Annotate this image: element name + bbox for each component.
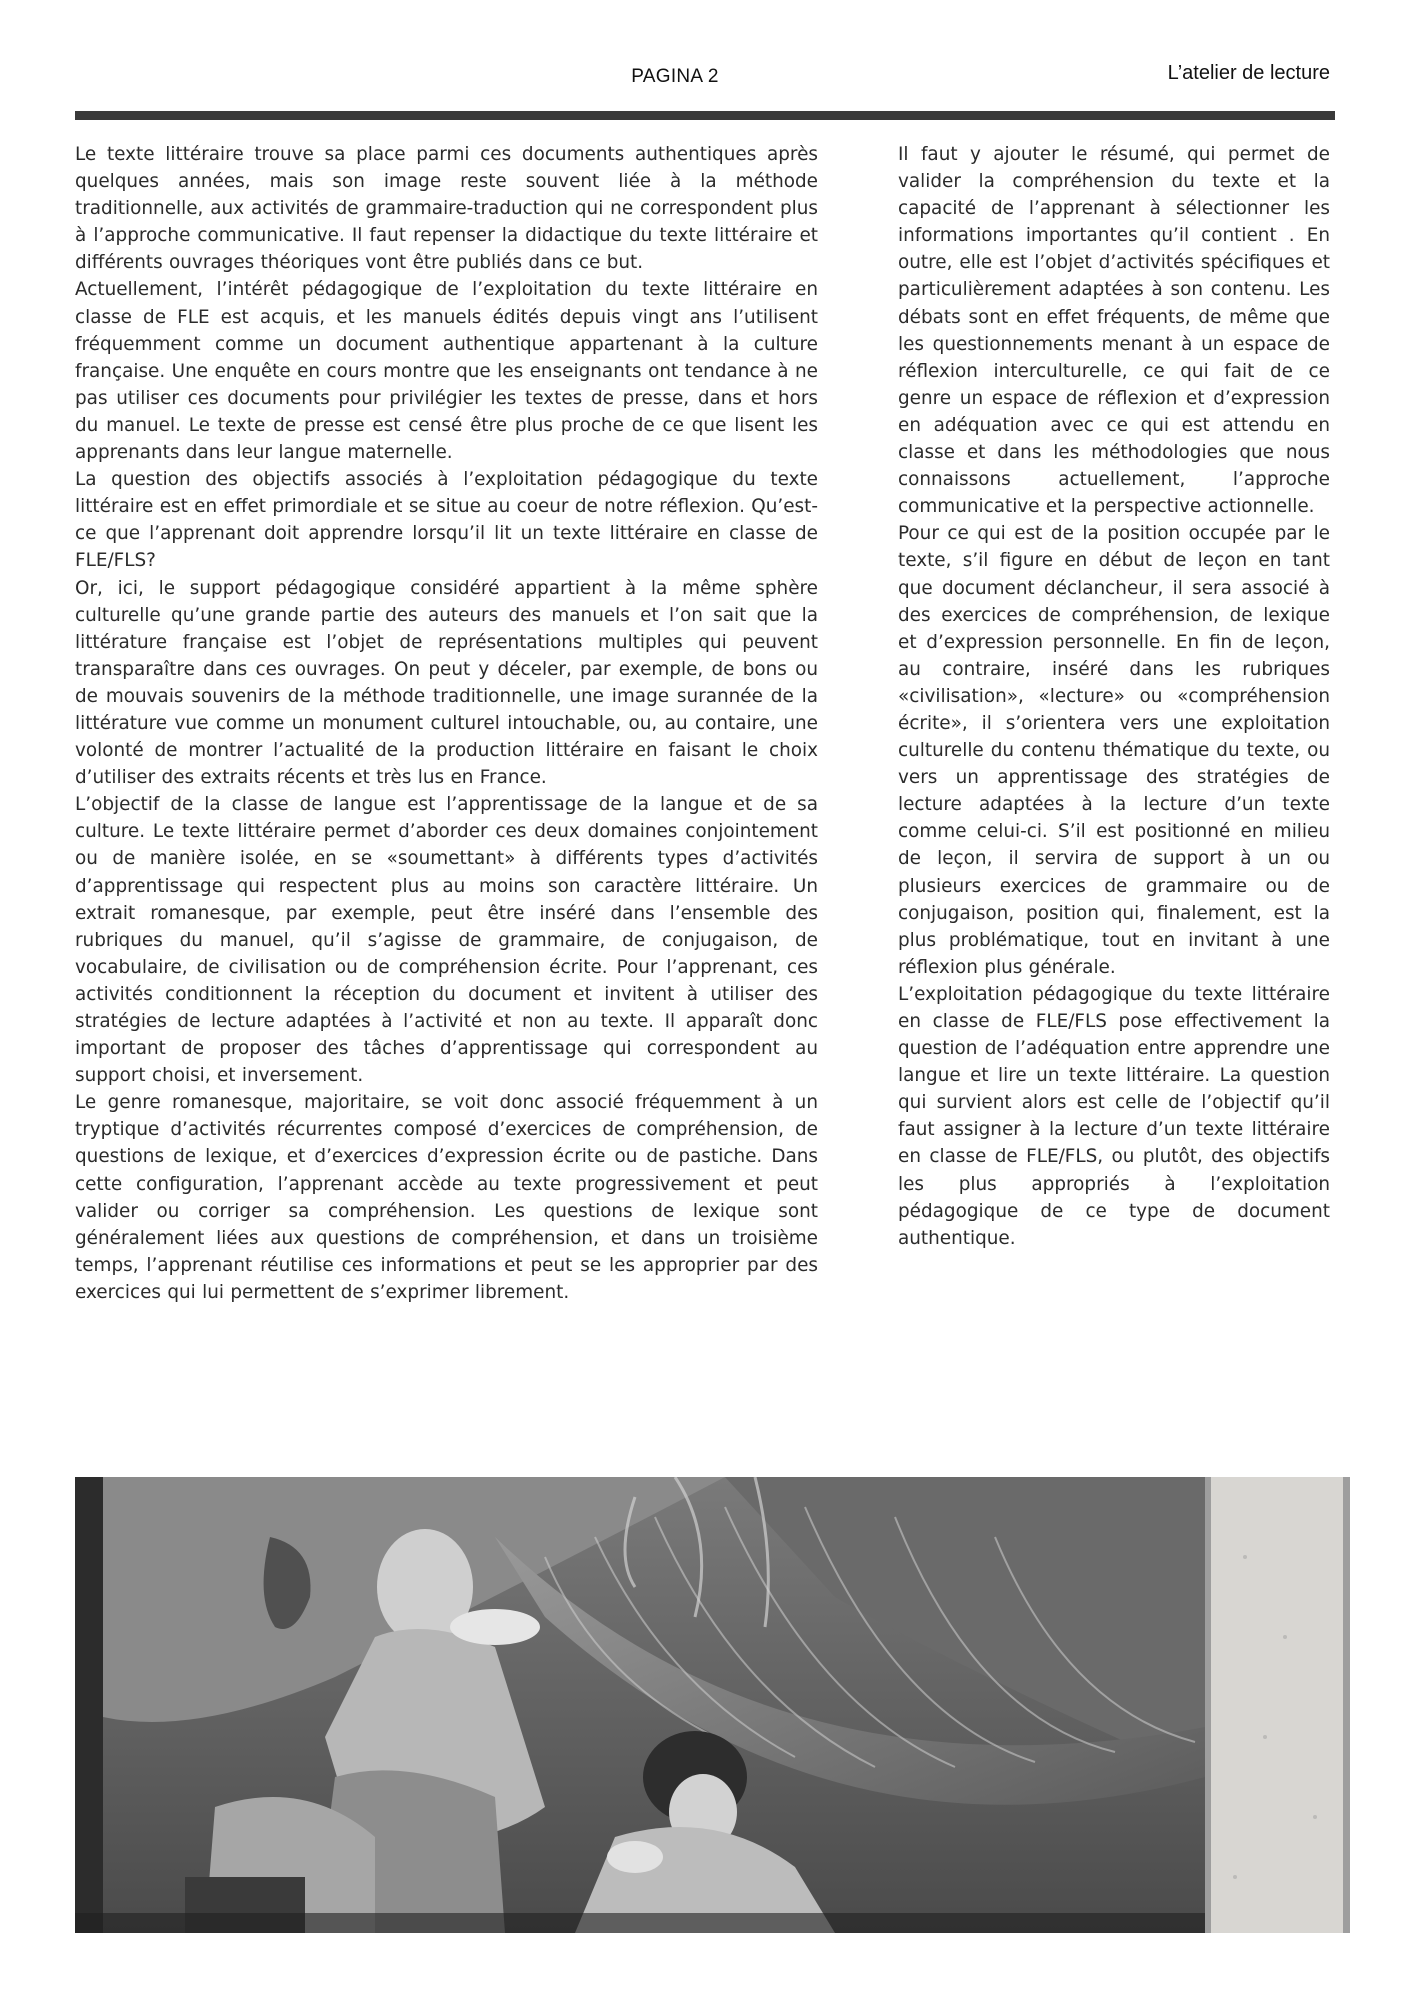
photograph <box>75 1477 1350 1933</box>
paragraph: Le genre romanesque, majoritaire, se voit donc associé fréquemment à un tryptique d’activités récurrentes composé d’exercices de compréhension, de questions de lexique, et d’exercices d’expression écrite ou de pastiche. Dans cette configuration, l’apprenant accède au texte progressivement et peut valider ou corriger sa compréhension. Les questions de lexique sont généralement liées aux questions de compréhension, et dans un troisième temps, l’apprenant réutilise ces informations et peut se les approprier par des exercices qui lui permettent de s’exprimer librement. <box>75 1092 818 1303</box>
paragraph: Or, ici, le support pédagogique considéré appartient à la même sphère culturelle qu’une grande partie des auteurs des manuels et l’on sait que la littérature française est l’objet de représentations multiples qui peuvent transparaître dans ces ouvrages. On peut y déceler, par exemple, de bons ou de mouvais souvenirs de la méthode traditionnelle, une image surannée de la littérature vue comme un monument culturel intouchable, ou, au contaire, une volonté de montrer l’actualité de la production littéraire en faisant le choix d’utiliser des extraits récents et très lus en France. <box>75 577 818 789</box>
paragraph: La question des objectifs associés à l’exploitation pédagogique du texte littéraire est en effet primordiale et se situe au coeur de notre réflexion. Qu’est-ce que l’apprenant doit apprendre lorsqu’il lit un texte littéraire en classe de FLE/FLS? <box>75 469 818 572</box>
header-rule <box>75 111 1335 120</box>
paragraph: Actuellement, l’intérêt pédagogique de l’exploitation du texte littéraire en classe de FLE est acquis, et les manuels édités depuis vingt ans l’utilisent fréquemment comme un document authentique appartenant à la culture française. Une enquête en cours montre que les enseignants ont tendance à ne pas utiliser ces documents pour privilégier les textes de presse, dans et hors du manuel. Le texte de presse est censé être plus proche de ce que lisent les apprenants dans leur langue maternelle. <box>75 279 818 464</box>
paragraph: Pour ce qui est de la position occupée par le texte, s’il figure en début de leçon en tant que document déclancheur, il sera associé à des exercices de compréhension, de lexique et d’expression personnelle. En fin de leçon, au contraire, inséré dans les rubriques «civilisation», «lecture» ou «compréhension écrite», il s’orientera vers une exploitation culturelle du contenu thématique du texte, ou vers un apprentissage des stratégies de lecture adaptées à la lecture d’un texte comme celui-ci. S’il est positionné en milieu de leçon, il servira de support à un ou plusieurs exercices de grammaire ou de conjugaison, position qui, finalement, est la plus problématique, tout en invitant à une réflexion plus générale. <box>898 523 1330 978</box>
page-number: PAGINA 2 <box>631 66 719 87</box>
paragraph: Le texte littéraire trouve sa place parmi ces documents authentiques après quelques années, mais son image reste souvent liée à la méthode traditionnelle, aux activités de grammaire-traduction qui ne correspondent plus à l’approche communicative. Il faut repenser la didactique du texte littéraire et différents ouvrages théoriques vont être publiés dans ce but. <box>75 144 818 274</box>
right-column <box>898 141 1330 1252</box>
paragraph: Il faut y ajouter le résumé, qui permet de valider la compréhension du texte et la capacité de l’apprenant à sélectionner les informations importantes qu’il contient . En outre, elle est l’objet d’activités spécifiques et particulièrement adaptées à son contenu. Les débats sont en effet fréquents, de même que les questionnements menant à un espace de réflexion interculturelle, ce qui fait de ce genre un espace de réflexion et d’expression en adéquation avec ce qui est attendu en classe et dans les méthodologies que nous connaissons actuellement, l’approche communicative et la perspective actionnelle. <box>898 144 1330 518</box>
paragraph: L’objectif de la classe de langue est l’apprentissage de la langue et de sa culture. Le texte littéraire permet d’aborder ces deux domaines conjointement ou de manière isolée, en se «soumettant» à différents types d’activités d’apprentissage qui respectent plus au moins son caractère littéraire. Un extrait romanesque, par exemple, peut être inséré dans l’ensemble des rubriques du manuel, qu’il s’agisse de grammaire, de conjugaison, de vocabulaire, de civilisation ou de compréhension écrite. Pour l’apprenant, ces activités conditionnent la réception du document et invitent à utiliser des stratégies de lecture adaptées à l’activité et non au texte. Il apparaît donc important de proposer des tâches d’apprentissage qui correspondent au support choisi, et inversement. <box>75 794 818 1087</box>
running-title: L’atelier de lecture <box>1167 62 1330 84</box>
left-column <box>75 141 818 1306</box>
photo-illustration <box>75 1477 1350 1933</box>
paragraph: L’exploitation pédagogique du texte littéraire en classe de FLE/FLS pose effectivement la question de l’adéquation entre apprendre une langue et lire un texte littéraire. La question qui survient alors est celle de l’objectif qu’il faut assigner à la lecture d’un texte littéraire en classe de FLE/FLS, ou plutôt, des objectifs les plus appropriés à l’exploitation pédagogique de ce type de document authentique. <box>898 983 1330 1249</box>
